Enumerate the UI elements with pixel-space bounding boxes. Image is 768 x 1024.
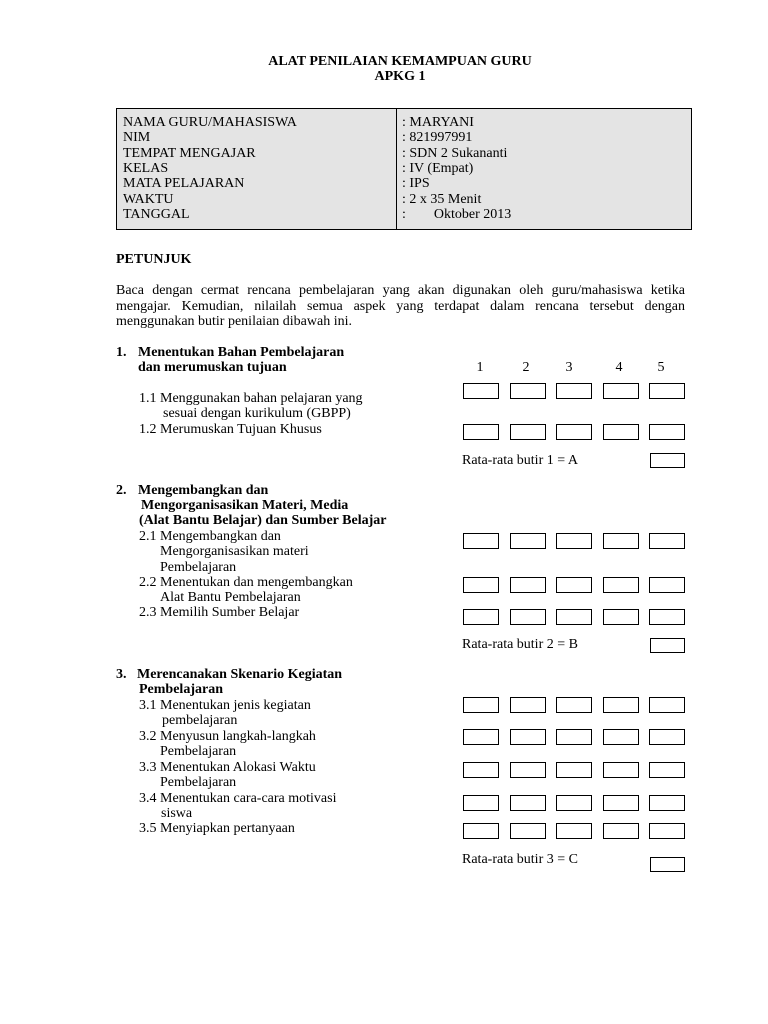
rating-box-3-4-score-1[interactable] <box>463 795 499 811</box>
identity-table <box>116 108 692 230</box>
rating-box-3-5-score-5[interactable] <box>649 823 685 839</box>
rating-box-3-3-score-3[interactable] <box>556 762 592 778</box>
rating-box-2-3-score-4[interactable] <box>603 609 639 625</box>
identity-values <box>402 115 511 222</box>
rating-box-2-1-score-4[interactable] <box>603 533 639 549</box>
rating-box-1-1-score-3[interactable] <box>556 383 592 399</box>
rating-scale-label-1: 1 <box>476 360 484 375</box>
rating-box-2-1-score-3[interactable] <box>556 533 592 549</box>
rating-row-3-1 <box>463 697 685 713</box>
rating-box-3-2-score-2[interactable] <box>510 729 546 745</box>
rating-box-3-2-score-4[interactable] <box>603 729 639 745</box>
value-nama-guru: : MARYANI <box>402 115 474 130</box>
rating-box-2-2-score-2[interactable] <box>510 577 546 593</box>
identity-table-divider <box>396 109 397 229</box>
rating-box-1-1-score-5[interactable] <box>649 383 685 399</box>
rating-scale-label-4: 4 <box>615 360 623 375</box>
section-1-number: 1. <box>116 345 127 360</box>
rating-box-2-2-score-4[interactable] <box>603 577 639 593</box>
item-3-3-text-line-2: Pembelajaran <box>160 775 237 790</box>
document-title: ALAT PENILAIAN KEMAMPUAN GURU <box>268 54 532 69</box>
value-nim: : 821997991 <box>402 130 473 146</box>
rating-row-3-4 <box>463 795 685 811</box>
item-3-5-text-line-1: 3.5 Menyiapkan pertanyaan <box>139 821 295 836</box>
average-3-score-box[interactable] <box>650 857 685 872</box>
rating-box-3-1-score-3[interactable] <box>556 697 592 713</box>
section-2-number: 2. <box>116 483 127 498</box>
section-3-title-line-1: Merencanakan Skenario Kegiatan <box>137 667 343 682</box>
rating-box-3-4-score-4[interactable] <box>603 795 639 811</box>
average-3-label: Rata-rata butir 3 = C <box>462 852 578 867</box>
rating-box-3-4-score-2[interactable] <box>510 795 546 811</box>
section-3-number: 3. <box>116 667 127 682</box>
rating-row-3-2 <box>463 729 685 745</box>
rating-box-3-3-score-5[interactable] <box>649 762 685 778</box>
rating-row-2-1 <box>463 533 685 549</box>
rating-box-1-2-score-2[interactable] <box>510 424 546 440</box>
rating-box-3-1-score-1[interactable] <box>463 697 499 713</box>
item-1-2-text-line-1: 1.2 Merumuskan Tujuan Khusus <box>139 422 322 437</box>
rating-box-1-2-score-1[interactable] <box>463 424 499 440</box>
rating-box-3-3-score-2[interactable] <box>510 762 546 778</box>
average-2-score-box[interactable] <box>650 638 685 653</box>
rating-box-2-3-score-2[interactable] <box>510 609 546 625</box>
item-2-3-text-line-1: 2.3 Memilih Sumber Belajar <box>139 605 300 620</box>
rating-box-3-2-score-3[interactable] <box>556 729 592 745</box>
item-1-1-text-line-1: 1.1 Menggunakan bahan pelajaran yang <box>139 391 363 406</box>
item-3-2-text-line-1: 3.2 Menyusun langkah-langkah <box>139 729 316 744</box>
value-tempat-mengajar: : SDN 2 Sukananti <box>402 145 508 161</box>
rating-box-1-2-score-4[interactable] <box>603 424 639 440</box>
section-3-title-line-2: Pembelajaran <box>139 682 223 697</box>
rating-box-3-3-score-1[interactable] <box>463 762 499 778</box>
rating-row-2-2 <box>463 577 685 593</box>
rating-box-1-1-score-4[interactable] <box>603 383 639 399</box>
rating-row-1-1 <box>463 383 685 399</box>
item-2-2-text-line-2: Alat Bantu Pembelajaran <box>160 590 301 605</box>
average-2-label: Rata-rata butir 2 = B <box>462 637 578 652</box>
rating-box-2-2-score-3[interactable] <box>556 577 592 593</box>
section-1-title-line-2: dan merumuskan tujuan <box>138 360 287 375</box>
item-3-4-text-line-2: siswa <box>161 806 193 821</box>
rating-row-3-5 <box>463 823 685 839</box>
rating-box-3-2-score-5[interactable] <box>649 729 685 745</box>
rating-box-3-2-score-1[interactable] <box>463 729 499 745</box>
label-tanggal: TANGGAL <box>123 206 190 222</box>
label-nama-guru: NAMA GURU/MAHASISWA <box>123 115 297 130</box>
item-2-1-text-line-3: Pembelajaran <box>160 560 237 575</box>
value-kelas: : IV (Empat) <box>402 160 474 176</box>
rating-box-3-5-score-4[interactable] <box>603 823 639 839</box>
label-kelas: KELAS <box>123 160 169 176</box>
section-2-title-line-1: Mengembangkan dan <box>138 483 269 498</box>
item-3-3-text-line-1: 3.3 Menentukan Alokasi Waktu <box>139 760 316 775</box>
item-2-1-text-line-1: 2.1 Mengembangkan dan <box>139 529 281 544</box>
rating-box-3-1-score-4[interactable] <box>603 697 639 713</box>
petunjuk-text-line-3: menggunakan butir penilaian dibawah ini. <box>116 314 352 329</box>
rating-box-3-5-score-2[interactable] <box>510 823 546 839</box>
rating-box-1-1-score-1[interactable] <box>463 383 499 399</box>
rating-box-2-3-score-3[interactable] <box>556 609 592 625</box>
petunjuk-text-line-1: Baca dengan cermat rencana pembelajaran yang akan digunakan oleh guru/mahasiswa ketika <box>116 283 685 298</box>
average-1-score-box[interactable] <box>650 453 685 468</box>
rating-box-3-1-score-5[interactable] <box>649 697 685 713</box>
rating-box-1-2-score-3[interactable] <box>556 424 592 440</box>
petunjuk-text-line-2: mengajar. Kemudian, nilailah semua aspek yang terdapat dalam rencana tersebut dengan <box>116 299 685 314</box>
item-1-1-text-line-2: sesuai dengan kurikulum (GBPP) <box>163 406 351 421</box>
label-waktu: WAKTU <box>123 191 174 207</box>
item-2-2-text-line-1: 2.2 Menentukan dan mengembangkan <box>139 575 353 590</box>
rating-box-3-4-score-5[interactable] <box>649 795 685 811</box>
value-tanggal: : Oktober 2013 <box>402 206 512 222</box>
value-waktu: : 2 x 35 Menit <box>402 191 482 207</box>
identity-labels <box>123 115 297 222</box>
item-3-1-text-line-1: 3.1 Menentukan jenis kegiatan <box>139 698 311 713</box>
item-2-1-text-line-2: Mengorganisasikan materi <box>160 544 309 559</box>
section-2-title-line-2: Mengorganisasikan Materi, Media <box>141 498 349 513</box>
rating-box-2-2-score-5[interactable] <box>649 577 685 593</box>
rating-box-2-1-score-2[interactable] <box>510 533 546 549</box>
label-mata-pelajaran: MATA PELAJARAN <box>123 176 245 192</box>
label-nim: NIM <box>123 130 151 146</box>
section-1-title-line-1: Menentukan Bahan Pembelajaran <box>138 345 345 360</box>
item-3-1-text-line-2: pembelajaran <box>162 713 238 728</box>
petunjuk-heading: PETUNJUK <box>116 252 192 267</box>
value-mata-pelajaran: : IPS <box>402 176 430 192</box>
rating-box-3-5-score-1[interactable] <box>463 823 499 839</box>
rating-row-3-3 <box>463 762 685 778</box>
rating-box-1-2-score-5[interactable] <box>649 424 685 440</box>
rating-scale-label-3: 3 <box>565 360 573 375</box>
rating-box-3-3-score-4[interactable] <box>603 762 639 778</box>
rating-row-2-3 <box>463 609 685 625</box>
rating-box-2-1-score-1[interactable] <box>463 533 499 549</box>
rating-row-1-2 <box>463 424 685 440</box>
rating-box-2-3-score-1[interactable] <box>463 609 499 625</box>
rating-box-1-1-score-2[interactable] <box>510 383 546 399</box>
item-3-2-text-line-2: Pembelajaran <box>160 744 237 759</box>
rating-scale-label-2: 2 <box>522 360 530 375</box>
rating-box-2-3-score-5[interactable] <box>649 609 685 625</box>
rating-box-2-2-score-1[interactable] <box>463 577 499 593</box>
rating-box-3-5-score-3[interactable] <box>556 823 592 839</box>
document-subtitle: APKG 1 <box>374 69 426 84</box>
average-1-label: Rata-rata butir 1 = A <box>462 453 578 468</box>
rating-box-3-1-score-2[interactable] <box>510 697 546 713</box>
label-tempat-mengajar: TEMPAT MENGAJAR <box>123 145 256 161</box>
rating-box-2-1-score-5[interactable] <box>649 533 685 549</box>
rating-scale-label-5: 5 <box>657 360 665 375</box>
item-3-4-text-line-1: 3.4 Menentukan cara-cara motivasi <box>139 791 337 806</box>
section-2-title-line-3: (Alat Bantu Belajar) dan Sumber Belajar <box>139 513 387 528</box>
rating-box-3-4-score-3[interactable] <box>556 795 592 811</box>
